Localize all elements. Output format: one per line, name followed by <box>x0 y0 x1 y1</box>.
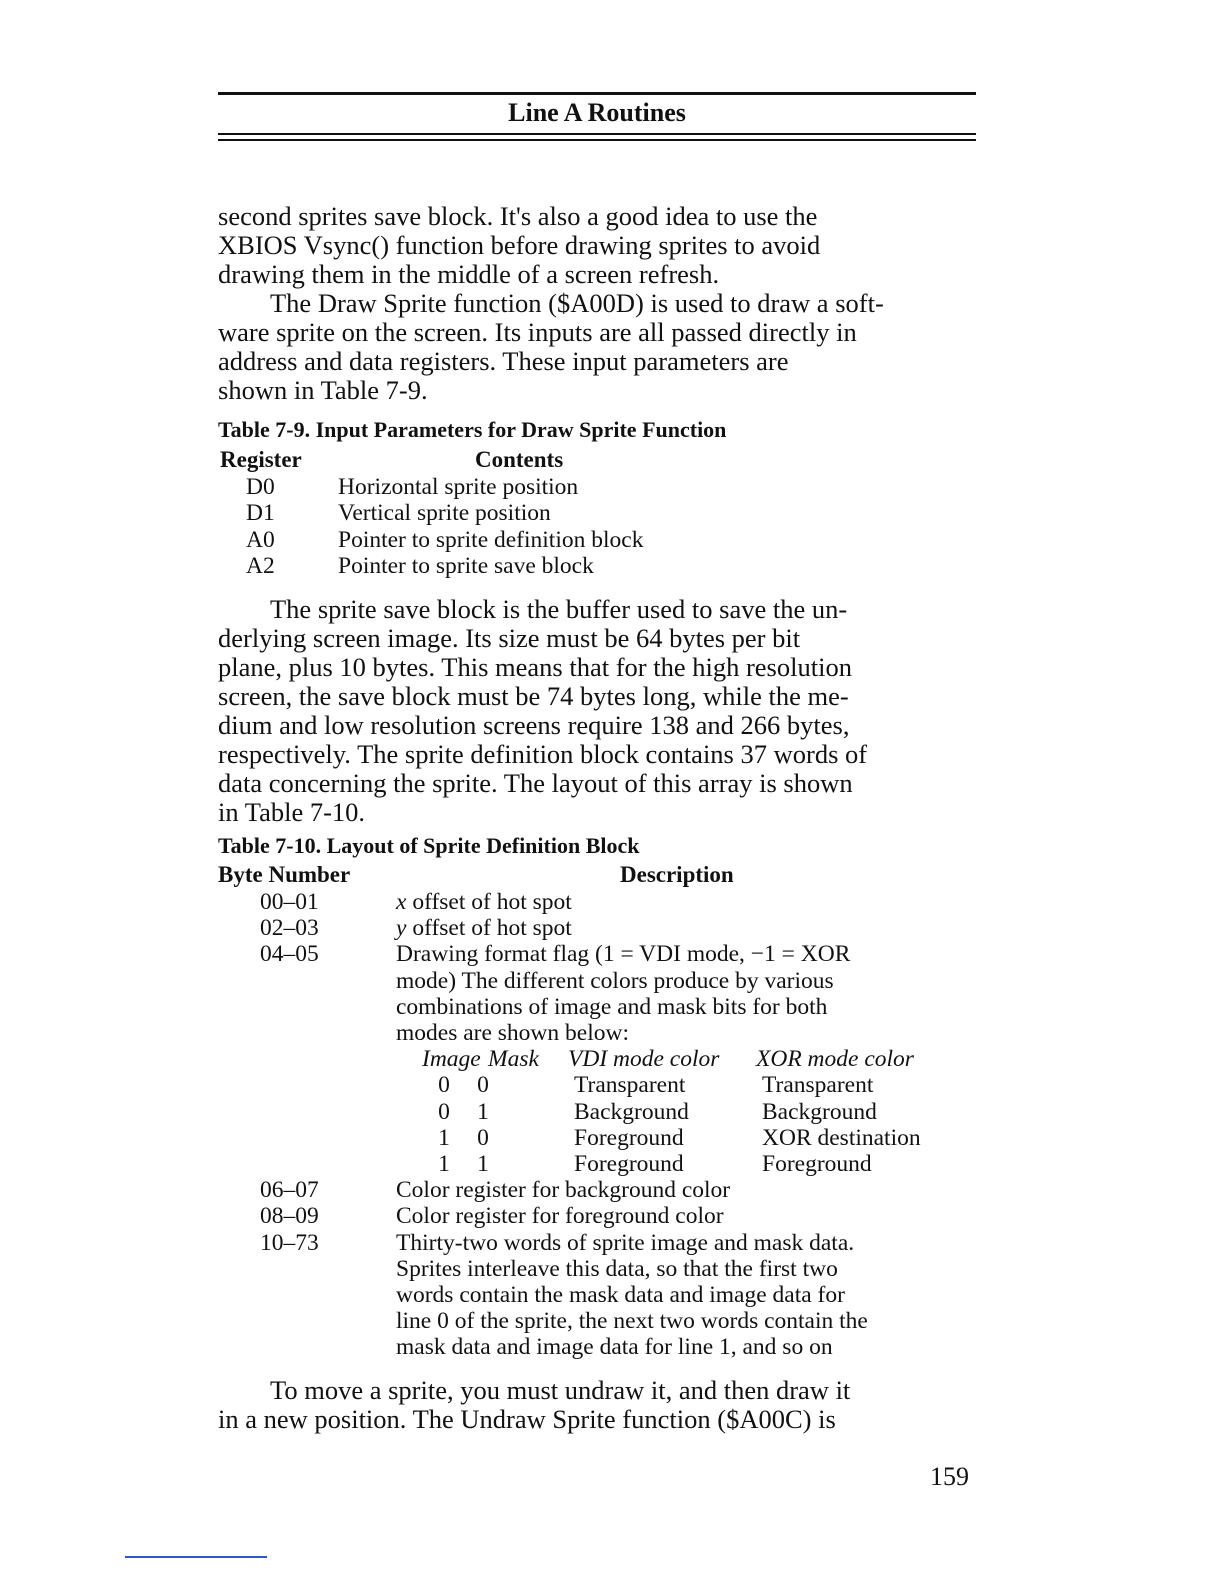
register-cell: D0 <box>246 474 275 500</box>
variable-name: y <box>396 915 407 942</box>
text-line: respectively. The sprite definition block contains 37 words of <box>218 739 868 769</box>
text-line: derlying screen image. Its size must be 64 bytes per bit <box>218 623 801 653</box>
mask-bit: 0 <box>477 1124 489 1151</box>
description-line: line 0 of the sprite, the next two words contain the <box>396 1308 868 1335</box>
table-row <box>218 1230 976 1361</box>
subtable-row <box>422 1099 976 1125</box>
image-bit: 1 <box>438 1124 450 1151</box>
subtable-header-image: Image <box>422 1046 481 1073</box>
vdi-color: Foreground <box>574 1151 684 1178</box>
description-cell <box>396 1177 976 1203</box>
table-7-9-header-register: Register <box>220 447 302 472</box>
text-line: second sprites save block. It's also a good idea to use the <box>218 201 818 231</box>
text-line: dium and low resolution screens require 138 and 266 bytes, <box>218 710 850 740</box>
vdi-color: Background <box>574 1098 689 1125</box>
xor-color: Transparent <box>762 1072 874 1099</box>
table-7-10-header-description: Description <box>620 862 734 887</box>
description-cell <box>396 941 976 1177</box>
text-line: drawing them in the middle of a screen refresh. <box>218 259 720 289</box>
description-cell <box>396 1230 976 1361</box>
text-line: The sprite save block is the buffer used to save the un- <box>270 594 848 624</box>
table-row <box>218 474 643 500</box>
table-row <box>218 1203 976 1229</box>
text-line: screen, the save block must be 74 bytes long, while the me- <box>218 681 849 711</box>
subtable-header <box>422 1046 976 1072</box>
text-line: plane, plus 10 bytes. This means that for the high resolution <box>218 652 852 682</box>
color-mode-subtable <box>422 1046 976 1177</box>
subtable-row <box>422 1151 976 1177</box>
text-line: XBIOS Vsync() function before drawing sprites to avoid <box>218 230 821 260</box>
text-line: in Table 7-10. <box>218 797 366 827</box>
description-cell <box>396 889 976 915</box>
table-row <box>218 889 976 915</box>
text-line: To move a sprite, you must undraw it, and then draw it <box>270 1375 851 1405</box>
byte-cell: 04–05 <box>260 941 319 968</box>
contents-cell: Pointer to sprite save block <box>338 552 594 579</box>
subtable-row <box>422 1125 976 1151</box>
page-number: 159 <box>930 1462 969 1491</box>
description-cell <box>396 1203 976 1229</box>
xor-color: XOR destination <box>762 1124 921 1151</box>
subtable-header-vdi: VDI mode color <box>568 1046 720 1073</box>
contents-cell: Vertical sprite position <box>338 500 551 527</box>
text-line: ware sprite on the screen. Its inputs are all passed directly in <box>218 317 857 347</box>
image-bit: 0 <box>438 1098 450 1125</box>
description-cell <box>396 915 976 941</box>
table-7-9-caption: Table 7-9. Input Parameters for Draw Sprite Function <box>218 417 727 442</box>
byte-cell: 06–07 <box>260 1177 319 1204</box>
description-line: mode) The different colors produce by various <box>396 967 834 994</box>
description-line: Thirty-two words of sprite image and mask data. <box>396 1229 855 1256</box>
register-cell: A2 <box>246 552 275 579</box>
table-row <box>218 1177 976 1203</box>
xor-color: Background <box>762 1098 877 1125</box>
table-row <box>218 915 976 941</box>
mask-bit: 0 <box>477 1072 489 1099</box>
description-line: words contain the mask data and image data for <box>396 1282 845 1309</box>
byte-cell: 02–03 <box>260 915 319 942</box>
subtable-row <box>422 1072 976 1098</box>
register-cell: A0 <box>246 526 275 553</box>
text-line: address and data registers. These input parameters are <box>218 346 789 376</box>
image-bit: 0 <box>438 1072 450 1099</box>
scan-edge-mark <box>125 1556 267 1558</box>
running-head: Line A Routines <box>508 98 686 127</box>
table-row <box>218 527 643 553</box>
contents-cell: Horizontal sprite position <box>338 474 579 500</box>
vdi-color: Transparent <box>574 1072 686 1099</box>
text-line: The Draw Sprite function ($A00D) is used to draw a soft- <box>270 288 884 318</box>
register-cell: D1 <box>246 500 275 527</box>
mask-bit: 1 <box>477 1151 489 1178</box>
contents-cell: Pointer to sprite definition block <box>338 526 644 553</box>
description-text: offset of hot spot <box>406 889 572 915</box>
paragraph-move-sprite <box>218 1376 976 1434</box>
paragraph-save-block <box>218 595 976 827</box>
table-7-10-caption: Table 7-10. Layout of Sprite Definition Block <box>218 833 640 858</box>
image-bit: 1 <box>438 1151 450 1178</box>
vdi-color: Foreground <box>574 1124 684 1151</box>
description-line: Color register for foreground color <box>396 1203 724 1230</box>
table-row <box>218 941 976 1177</box>
variable-name: x <box>396 889 407 915</box>
description-line: combinations of image and mask bits for both <box>396 993 828 1020</box>
table-row <box>218 553 643 579</box>
table-7-10-header-byte: Byte Number <box>218 862 351 887</box>
table-7-9-body <box>218 474 643 579</box>
byte-cell: 10–73 <box>260 1229 319 1256</box>
byte-cell: 08–09 <box>260 1203 319 1230</box>
mask-bit: 1 <box>477 1098 489 1125</box>
text-line: shown in Table 7-9. <box>218 375 428 405</box>
description-line: mask data and image data for line 1, and so on <box>396 1334 833 1361</box>
table-7-10-body <box>218 889 976 1361</box>
xor-color: Foreground <box>762 1151 872 1178</box>
subtable-header-xor: XOR mode color <box>756 1046 914 1073</box>
header-rule-top <box>218 92 976 95</box>
description-line: Sprites interleave this data, so that the first two <box>396 1255 838 1282</box>
text-line: data concerning the sprite. The layout of this array is shown <box>218 768 853 798</box>
header-rule-bottom-2 <box>218 139 976 141</box>
paragraph-intro <box>218 202 976 405</box>
byte-cell: 00–01 <box>260 889 319 915</box>
subtable-header-mask: Mask <box>488 1046 539 1073</box>
description-text: offset of hot spot <box>406 915 572 942</box>
description-line: modes are shown below: <box>396 1020 629 1047</box>
header-rule-bottom-1 <box>218 133 976 135</box>
table-7-9-header-contents: Contents <box>475 447 564 472</box>
text-line: in a new position. The Undraw Sprite function ($A00C) is <box>218 1404 836 1434</box>
description-line: Drawing format flag (1 = VDI mode, −1 = XOR <box>396 941 851 968</box>
description-line: Color register for background color <box>396 1177 731 1204</box>
table-row <box>218 500 643 526</box>
